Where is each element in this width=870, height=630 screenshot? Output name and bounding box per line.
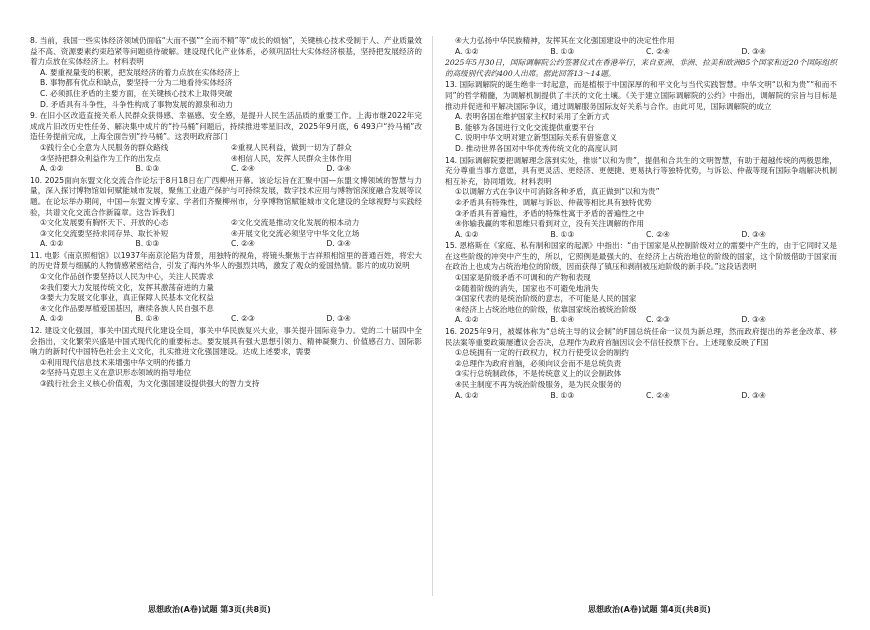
option-b: B. ①③ (550, 390, 575, 400)
option-d: D. ③④ (741, 315, 766, 325)
option-b: B. ①③ (550, 229, 575, 239)
statement-4: ④民主制度不再为统治阶级服务，是为民众服务的 (455, 380, 622, 389)
statement-2: ②坚持马克思主义在意识形态领域的指导地位 (40, 368, 192, 378)
statement-3: ③践行社会主义核心价值观，为文化强国建设提供强大的智力支持 (40, 379, 260, 388)
option-b: B. ①③ (135, 164, 160, 174)
question-9-stem: 9. 在旧小区改造直接关系人民群众获得感、幸福感、安全感，是提升人民生活品质的重要工作。上海市继2022年完成成片旧改历史性任务、解决集中成片的“拎马桶”问题后，持续推进零星旧改，2025年9月底，6 493户“拎马桶”改造任务提前完成，上海全面告别“拎马桶”。这表明政府部门 (30, 111, 422, 142)
question-15-statements (445, 273, 837, 315)
option-b: B. ①④ (135, 314, 160, 324)
statement-3: ③要大力发展文化事业，真正保障人民基本文化权益 (40, 293, 214, 303)
option-d: D. ③④ (741, 390, 766, 400)
option-c: C. 必须抓住矛盾的主要方面，在关键核心技术上取得突破 (40, 88, 233, 98)
question-10-statements (30, 218, 422, 239)
statement-1: ①国家是阶级矛盾不可调和的产物和表现 (455, 273, 591, 283)
page-divider (432, 36, 433, 596)
option-a: A. 表明各国在维护国家主权时采用了全新方式 (455, 112, 610, 122)
question-16 (445, 327, 837, 401)
option-d: D. ③④ (741, 229, 766, 239)
question-12-statements (30, 358, 422, 390)
option-b: B. ①④ (550, 315, 575, 325)
question-11-options (30, 314, 422, 325)
question-8 (30, 36, 422, 110)
statement-2: ②总理作为政府首脑，必须向议会而不是总统负责 (455, 358, 622, 368)
question-15-stem: 15. 恩格斯在《家庭、私有制和国家的起源》中指出：“由于国家是从控制阶级对立的需要中产生的，由于它同时又是在这些阶级的冲突中产生的，所以，它照例是最强大的、在经济上占统治地位的阶级的国家，这个阶级借助于国家而在政治上也成为占统治地位的阶级，因而获得了镇压和剥削被压迫阶级的新手段。”这段话表明 (445, 241, 837, 272)
question-11 (30, 251, 422, 325)
statement-1: ①总统拥有一定的行政权力，权力行使受议会的制约 (455, 348, 629, 358)
page-3-column (30, 36, 422, 391)
option-a: A. ①② (40, 164, 64, 174)
statement-1: ①文化作品创作要坚持以人民为中心，关注人民需求 (40, 272, 214, 282)
statement-4: ④你输我赢的零和思维只看到对立，没有关注调解的作用 (455, 219, 645, 229)
question-13 (445, 80, 837, 154)
question-16-statements (445, 348, 837, 390)
question-14-stem: 14. 国际调解院要把调解理念落到实处，推崇“以和为贵”，提倡和合共生的文明智慧，有助于超越传统的两极思维，充分尊重当事方意愿，具有更灵活、更经济、更便捷、更易执行等独特优势，与诉讼、仲裁等现有国际争端解决机制相互补充，协同增效。材料表明 (445, 155, 837, 186)
question-12-stem: 12. 建设文化强国，事关中国式现代化建设全局，事关中华民族复兴大业，事关提升国际竞争力。党的二十届四中全会指出，文化繁荣兴盛是中国式现代化的重要标志。要发展具有强大思想引领力、精神凝聚力、价值感召力、国际影响力的新时代中国特色社会主义文化，扎实推进文化强国建设。达成上述要求，需要 (30, 326, 422, 357)
option-b: B. 事物都有优点和缺点，要坚持一分为二地看待实体经济 (40, 78, 233, 88)
material-13-14: 2025年5月30日，国际调解院公约签署仪式在香港举行，来自亚洲、非洲、拉美和欧洲85个国家和近20个国际组织的高级别代表约400人出席。据此回答13～14题。 (445, 58, 837, 78)
page-4-footer: 思想政治(A卷)试题 第4页(共8页) (588, 605, 711, 614)
question-8-options (30, 68, 422, 110)
question-11-statements (30, 272, 422, 314)
statement-2: ②文化交流是推动文化发展的根本动力 (231, 218, 360, 228)
option-d: D. ③④ (326, 239, 351, 249)
statement-1: ①利用现代信息技术来增强中华文明的传播力 (40, 357, 192, 367)
question-12-continued (445, 36, 837, 57)
statement-3: ③文化交流要坚持求同存异、取长补短 (40, 228, 169, 238)
statement-3: ③实行总统制政体，不是传统意义上的议会制政体 (455, 369, 622, 379)
option-c: C. ②④ (646, 229, 670, 239)
question-15 (445, 241, 837, 326)
question-13-stem: 13. 国际调解院的诞生绝非一时起意，而是植根于中国深厚的和平文化与当代实践智慧。中华文明“以和为贵”“和而不同”的哲学精髓，为调解机制提供了丰沃的文化土壤。《关于建立国际调解院的公约》中指出，调解院的宗旨与目标是推动并促进和平解决国际争议，通过调解服务国际友好关系与合作。由此可见，国际调解院的成立 (445, 80, 837, 111)
option-c: C. ②④ (646, 46, 670, 56)
option-d: D. ③④ (741, 46, 766, 56)
option-a: A. ①② (40, 239, 64, 249)
option-a: A. ①② (40, 314, 64, 324)
option-b: B. ①③ (135, 239, 160, 249)
option-c: C. ②④ (231, 239, 255, 249)
statement-2: ②矛盾具有特殊性，调解与诉讼、仲裁等相比具有独特优势 (455, 197, 652, 207)
question-14 (445, 156, 837, 241)
question-12 (30, 326, 422, 390)
option-a: A. ①② (455, 46, 479, 56)
option-c: C. ②③ (646, 315, 670, 325)
option-c: C. ②④ (231, 164, 255, 174)
question-10 (30, 176, 422, 250)
statement-4: ④文化作品要厚植爱国基因，赓续各族人民自强不息 (40, 303, 214, 313)
option-d: D. ③④ (326, 164, 351, 174)
statement-1: ①文化发展要有胸怀天下、开放的心态 (40, 218, 169, 228)
option-c: C. ②③ (231, 314, 255, 324)
statement-2: ②随着阶级的消失，国家也不可避免地消失 (455, 283, 599, 293)
question-11-stem: 11. 电影《南京照相馆》以1937年南京沦陷为背景，用独特的视角，将镜头聚焦于吉祥照相馆里的普通百姓，将宏大的历史背景与细腻的人物情感紧密结合，引发了海内外华人的强烈共鸣，激发了观众的爱国热情。影片的成功说明 (30, 250, 422, 271)
question-15-options (445, 315, 837, 326)
page-4-column (445, 36, 837, 402)
option-b: B. ①③ (550, 46, 575, 56)
question-14-options (445, 230, 837, 241)
question-10-options (30, 239, 422, 250)
question-8-stem: 8. 当前，我国一些实体经济领域仍面临“大而不强”“全而不精”等“成长的烦恼”，关键核心技术受制于人、产业质量效益不高、资源要素约束趋紧等问题亟待破解。建设现代化产业体系，必须巩固壮大实体经济根基，坚持把发展经济的着力点放在实体经济上。材料表明 (30, 36, 422, 67)
page-3-footer: 思想政治(A卷)试题 第3页(共8页) (148, 605, 271, 614)
question-16-options (445, 391, 837, 402)
option-c: C. 说明中华文明对建立新型国际关系有借鉴意义 (455, 133, 618, 143)
option-b: B. 能够为各国进行文化交流提供重要平台 (455, 122, 595, 132)
question-10-stem: 10. 2025面向东盟文化交流合作论坛于8月18日在广西柳州开幕。该论坛旨在汇聚中国—东盟文博领域的智慧与力量，深入探讨博物馆如何赋能城市发展，聚焦工业遗产保护与可持续发展，数字技术应用与博物馆深度融合发展等议题。在论坛举办期间，中国—东盟文博专家、学者们齐聚柳州市，分享博物馆赋能城市文化建设的全球视野与实践经验，共谱文化交流合作新篇章。这告诉我们 (30, 175, 422, 217)
statement-4: ④相信人民，发挥人民群众主体作用 (231, 153, 352, 163)
statement-4: ④经济上占统治地位的阶级，依靠国家统治被统治阶级 (455, 304, 637, 314)
question-9 (30, 111, 422, 175)
question-9-options (30, 164, 422, 175)
statement-4: ④开展文化交流必须坚守中华文化立场 (231, 228, 360, 238)
question-14-statements (445, 187, 837, 229)
question-16-stem: 16. 2025年9月，被媒体称为“总统主导的议会制”的F国总统任命一议员为新总理，然而政府提出的养老金改革、移民法案等重要政策屡遭议会否决，总理作为政府首脑因议会不信任投票下台。上述现象反映了F国 (445, 327, 837, 347)
question-13-options (445, 112, 837, 154)
question-12-options (445, 47, 837, 58)
option-d: D. 矛盾具有斗争性，斗争性构成了事物发展的源泉和动力 (40, 99, 233, 109)
option-d: D. ③④ (326, 314, 351, 324)
statement-2: ②我们要大力发展传统文化，发挥其激荡奋进的力量 (40, 282, 214, 292)
question-9-statements (30, 143, 422, 164)
option-d: D. 推动世界各国对中华优秀传统文化的高度认同 (455, 143, 618, 153)
question-12-statements-cont (445, 36, 837, 47)
statement-3: ③坚持把群众利益作为工作的出发点 (40, 153, 161, 163)
statement-1: ①践行全心全意为人民服务的群众路线 (40, 142, 169, 152)
option-a: A. ①② (455, 315, 479, 325)
option-a: A. ①② (455, 390, 479, 400)
statement-3: ③国家代表的是统治阶级的意志，不可能是人民的国家 (455, 294, 637, 304)
statement-2: ②重视人民利益，做到一切为了群众 (231, 142, 352, 152)
statement-3: ③矛盾具有普遍性，矛盾的特殊性寓于矛盾的普遍性之中 (455, 208, 645, 218)
statement-1: ①以调解方式在争议中可消除各种矛盾，真正做到“以和为贵” (455, 187, 660, 197)
option-a: A. 要重视量变的积累，把发展经济的着力点放在实体经济上 (40, 67, 240, 77)
statement-4: ④大力弘扬中华民族精神，发挥其在文化强国建设中的决定性作用 (455, 36, 675, 45)
option-a: A. ①② (455, 229, 479, 239)
option-c: C. ②④ (646, 390, 670, 400)
